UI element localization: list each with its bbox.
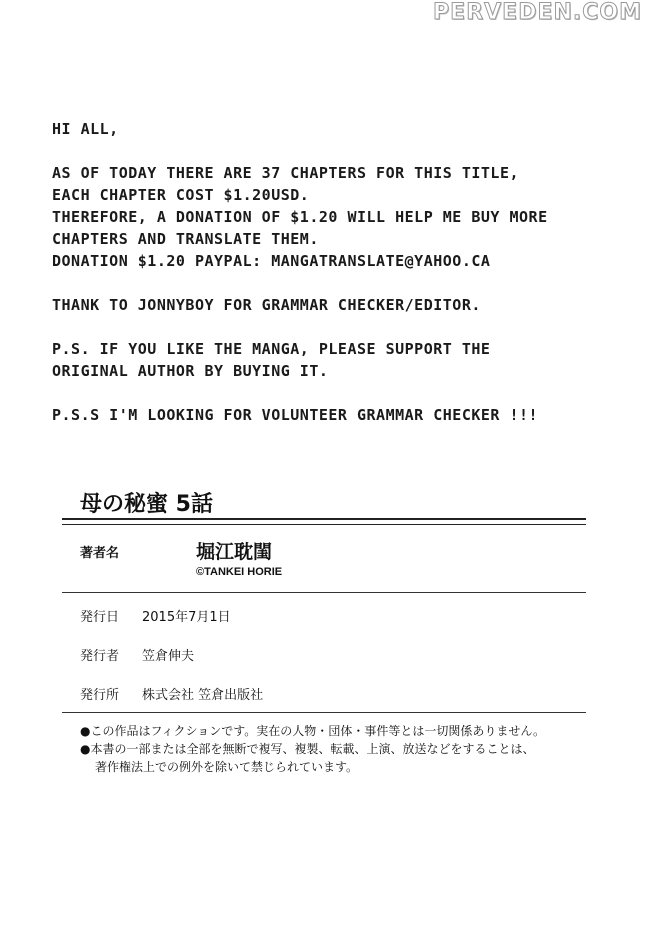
disclaimer-line: 著作権法上での例外を除いて禁じられています。 <box>95 760 359 774</box>
info-divider <box>62 712 586 713</box>
note-line: EACH CHAPTER COST $1.20USD. <box>52 186 310 204</box>
info-value: 笠倉伸夫 <box>142 649 195 664</box>
disclaimers <box>80 722 580 776</box>
info-value: 株式会社 笠倉出版社 <box>142 688 264 703</box>
info-label: 発行所 <box>80 688 120 703</box>
info-label: 発行日 <box>80 610 120 625</box>
note-line: CHAPTERS AND TRANSLATE THEM. <box>52 230 319 248</box>
note-line: AS OF TODAY THERE ARE 37 CHAPTERS FOR THIS TITLE, <box>52 164 520 182</box>
translator-note <box>52 118 622 448</box>
copyright-notice: ©TANKEI HORIE <box>196 566 283 578</box>
colophon-title: 母の秘蜜 5話 <box>80 492 213 517</box>
info-row-publishing-house <box>80 684 263 703</box>
note-ps-line: ORIGINAL AUTHOR BY BUYING IT. <box>52 362 329 380</box>
note-pss: P.S.S I'M LOOKING FOR VOLUNTEER GRAMMAR CHECKER !!! <box>52 406 539 424</box>
author-name: 堀江耽閨 <box>196 541 273 563</box>
note-donation-line: DONATION $1.20 PAYPAL: MANGATRANSLATE@YAHOO.CA <box>52 252 491 270</box>
disclaimer-line: ●この作品はフィクションです。実在の人物・団体・事件等とは一切関係ありません。 <box>80 724 546 738</box>
info-value: 2015年7月1日 <box>142 610 231 625</box>
info-row-publish-date <box>80 606 231 625</box>
info-row-publisher <box>80 645 194 664</box>
author-label: 著者名 <box>80 546 120 561</box>
title-divider <box>62 518 586 525</box>
note-greeting: HI ALL, <box>52 120 119 138</box>
disclaimer-line: ●本書の一部または全部を無断で複写、複製、転載、上演、放送などをすることは、 <box>80 742 535 756</box>
note-line: THEREFORE, A DONATION OF $1.20 WILL HELP ME BUY MORE <box>52 208 548 226</box>
watermark-text: PERVEDEN.COM <box>433 0 642 25</box>
note-thanks: THANK TO JONNYBOY FOR GRAMMAR CHECKER/EDITOR. <box>52 296 481 314</box>
info-label: 発行者 <box>80 649 120 664</box>
note-ps-line: P.S. IF YOU LIKE THE MANGA, PLEASE SUPPORT THE <box>52 340 491 358</box>
author-divider <box>62 592 586 593</box>
